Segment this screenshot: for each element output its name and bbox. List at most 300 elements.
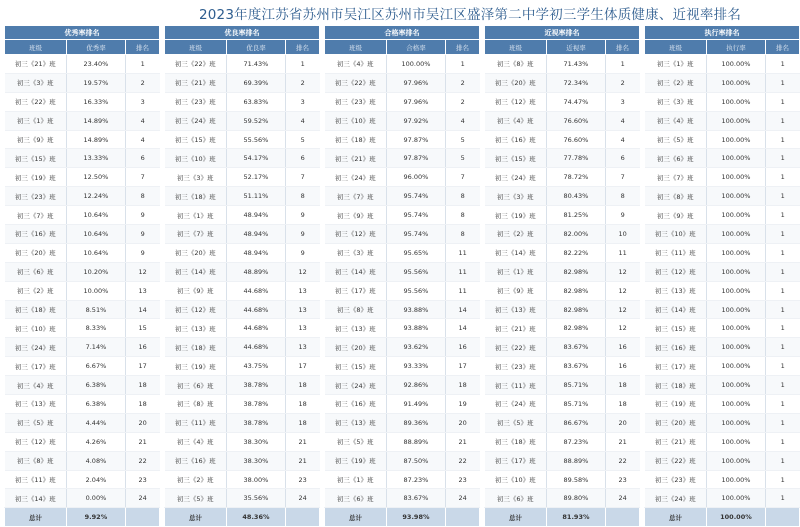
rank-cell: 20	[605, 413, 639, 432]
total-label: 总计	[5, 508, 67, 527]
rank-cell: 4	[125, 111, 159, 130]
table-row	[485, 92, 640, 111]
table-row	[485, 262, 640, 281]
table-row	[645, 243, 800, 262]
rate-cell: 7.14%	[67, 338, 126, 357]
rank-cell: 4	[285, 111, 319, 130]
class-cell: 初三《11》班	[165, 413, 227, 432]
rate-cell: 44.68%	[227, 300, 286, 319]
class-cell: 初三《8》班	[485, 55, 547, 74]
rank-cell: 4	[605, 130, 639, 149]
rate-cell: 8.51%	[67, 300, 126, 319]
rate-cell: 93.62%	[387, 338, 446, 357]
table-row	[5, 338, 160, 357]
table-row	[645, 149, 800, 168]
rank-cell: 2	[125, 73, 159, 92]
class-cell: 初三《1》班	[485, 262, 547, 281]
table-row	[165, 281, 320, 300]
rank-cell: 22	[605, 451, 639, 470]
class-cell: 初三《1》班	[5, 111, 67, 130]
rate-cell: 95.74%	[387, 206, 446, 225]
class-cell: 初三《10》班	[485, 470, 547, 489]
rank-cell: 12	[125, 262, 159, 281]
rate-cell: 88.89%	[387, 432, 446, 451]
table-row	[5, 168, 160, 187]
rate-cell: 23.40%	[67, 55, 126, 74]
class-cell: 初三《19》班	[325, 451, 387, 470]
rate-cell: 100.00%	[707, 73, 766, 92]
rank-cell: 22	[445, 451, 479, 470]
table-row	[325, 149, 480, 168]
rate-cell: 52.17%	[227, 168, 286, 187]
class-cell: 初三《24》班	[325, 168, 387, 187]
rank-cell: 9	[285, 243, 319, 262]
table-row	[485, 187, 640, 206]
rank-cell: 18	[285, 395, 319, 414]
rank-cell: 1	[765, 149, 799, 168]
rank-cell: 1	[765, 73, 799, 92]
class-cell: 初三《17》班	[5, 357, 67, 376]
table-row	[325, 92, 480, 111]
class-cell: 初三《15》班	[325, 357, 387, 376]
table-row	[165, 225, 320, 244]
table-row	[645, 338, 800, 357]
table-row	[5, 130, 160, 149]
rank-cell: 20	[445, 413, 479, 432]
class-cell: 初三《7》班	[645, 168, 707, 187]
class-cell: 初三《18》班	[165, 187, 227, 206]
class-cell: 初三《18》班	[165, 338, 227, 357]
rank-cell: 8	[285, 187, 319, 206]
class-cell: 初三《9》班	[325, 206, 387, 225]
class-cell: 初三《16》班	[645, 338, 707, 357]
table-row	[5, 357, 160, 376]
class-cell: 初三《3》班	[485, 187, 547, 206]
rate-cell: 100.00%	[707, 55, 766, 74]
class-cell: 初三《6》班	[165, 376, 227, 395]
rate-cell: 44.68%	[227, 281, 286, 300]
class-cell: 初三《23》班	[645, 470, 707, 489]
column-header-class: 班级	[325, 40, 387, 55]
table-row	[485, 206, 640, 225]
rate-cell: 93.88%	[387, 319, 446, 338]
rate-cell: 93.88%	[387, 300, 446, 319]
rate-cell: 82.00%	[547, 225, 606, 244]
column-header-class: 班级	[5, 40, 67, 55]
table-row	[5, 111, 160, 130]
rate-cell: 82.98%	[547, 281, 606, 300]
table-row	[165, 413, 320, 432]
rate-cell: 48.94%	[227, 243, 286, 262]
class-cell: 初三《2》班	[645, 73, 707, 92]
table-row	[325, 395, 480, 414]
class-cell: 初三《5》班	[645, 130, 707, 149]
table-row	[485, 413, 640, 432]
rate-cell: 85.71%	[547, 395, 606, 414]
rank-cell: 14	[445, 300, 479, 319]
rate-cell: 71.43%	[547, 55, 606, 74]
class-cell: 初三《2》班	[5, 281, 67, 300]
table-row	[5, 243, 160, 262]
table-row	[645, 281, 800, 300]
rank-cell: 1	[765, 432, 799, 451]
class-cell: 初三《7》班	[325, 187, 387, 206]
class-cell: 初三《17》班	[325, 281, 387, 300]
class-cell: 初三《21》班	[325, 149, 387, 168]
rank-cell: 1	[765, 281, 799, 300]
rank-cell: 9	[285, 206, 319, 225]
table-row	[485, 300, 640, 319]
rank-cell: 18	[285, 376, 319, 395]
table-row	[325, 451, 480, 470]
rate-cell: 80.43%	[547, 187, 606, 206]
table-row	[645, 357, 800, 376]
class-cell: 初三《3》班	[645, 92, 707, 111]
class-cell: 初三《1》班	[645, 55, 707, 74]
rank-cell: 1	[765, 489, 799, 508]
class-cell: 初三《5》班	[485, 413, 547, 432]
rate-cell: 88.89%	[547, 451, 606, 470]
rank-cell: 23	[125, 470, 159, 489]
rate-cell: 10.64%	[67, 206, 126, 225]
table-row	[165, 376, 320, 395]
rate-cell: 6.38%	[67, 376, 126, 395]
class-cell: 初三《5》班	[325, 432, 387, 451]
rank-cell: 20	[125, 413, 159, 432]
table-row	[485, 55, 640, 74]
column-header-rank: 排名	[605, 40, 639, 55]
rank-cell: 4	[445, 111, 479, 130]
rank-cell: 12	[605, 281, 639, 300]
table-row	[645, 376, 800, 395]
rank-cell: 8	[445, 225, 479, 244]
rank-cell: 7	[605, 168, 639, 187]
class-cell: 初三《14》班	[5, 489, 67, 508]
class-cell: 初三《22》班	[485, 338, 547, 357]
total-label: 总计	[325, 508, 387, 527]
class-cell: 初三《9》班	[645, 206, 707, 225]
total-value: 93.98%	[387, 508, 446, 527]
table-row	[5, 55, 160, 74]
rank-cell: 3	[125, 92, 159, 111]
table-row	[645, 55, 800, 74]
column-header-rank: 排名	[285, 40, 319, 55]
class-cell: 初三《5》班	[5, 413, 67, 432]
rank-cell: 6	[605, 149, 639, 168]
rate-cell: 54.17%	[227, 149, 286, 168]
rate-cell: 100.00%	[707, 262, 766, 281]
table-row	[325, 413, 480, 432]
ranking-table	[484, 25, 640, 527]
rate-cell: 82.98%	[547, 319, 606, 338]
table-row	[485, 149, 640, 168]
rate-cell: 82.98%	[547, 300, 606, 319]
table-row	[325, 243, 480, 262]
class-cell: 初三《21》班	[645, 432, 707, 451]
class-cell: 初三《6》班	[645, 149, 707, 168]
table-row	[5, 395, 160, 414]
rank-cell: 16	[445, 338, 479, 357]
total-rank-empty	[765, 508, 799, 527]
class-cell: 初三《13》班	[325, 319, 387, 338]
rate-cell: 100.00%	[707, 470, 766, 489]
excellent-rate-panel	[4, 25, 160, 522]
rate-cell: 100.00%	[707, 432, 766, 451]
pass-rate-panel	[324, 25, 480, 522]
rank-cell: 1	[445, 55, 479, 74]
table-row	[165, 395, 320, 414]
rank-cell: 9	[285, 225, 319, 244]
rank-cell: 8	[605, 187, 639, 206]
rate-cell: 78.72%	[547, 168, 606, 187]
rank-cell: 24	[125, 489, 159, 508]
class-cell: 初三《6》班	[485, 489, 547, 508]
rank-cell: 13	[285, 281, 319, 300]
table-row	[5, 319, 160, 338]
table-row	[165, 300, 320, 319]
class-cell: 初三《14》班	[325, 262, 387, 281]
rank-cell: 1	[765, 300, 799, 319]
rate-cell: 38.78%	[227, 413, 286, 432]
rate-cell: 100.00%	[387, 55, 446, 74]
rank-cell: 12	[285, 262, 319, 281]
rate-cell: 10.64%	[67, 243, 126, 262]
class-cell: 初三《1》班	[325, 470, 387, 489]
class-cell: 初三《11》班	[485, 376, 547, 395]
class-cell: 初三《13》班	[485, 300, 547, 319]
table-row	[5, 262, 160, 281]
table-row	[165, 489, 320, 508]
rate-cell: 59.52%	[227, 111, 286, 130]
rate-cell: 100.00%	[707, 206, 766, 225]
rate-cell: 100.00%	[707, 376, 766, 395]
class-cell: 初三《10》班	[645, 225, 707, 244]
rate-cell: 82.22%	[547, 243, 606, 262]
rate-cell: 100.00%	[707, 243, 766, 262]
rate-cell: 91.49%	[387, 395, 446, 414]
table-row	[5, 187, 160, 206]
rank-cell: 11	[605, 243, 639, 262]
rank-cell: 1	[765, 376, 799, 395]
class-cell: 初三《10》班	[5, 319, 67, 338]
rate-cell: 38.78%	[227, 376, 286, 395]
class-cell: 初三《3》班	[5, 73, 67, 92]
table-row	[485, 451, 640, 470]
good-rate-panel	[164, 25, 320, 522]
table-row	[5, 206, 160, 225]
rate-cell: 100.00%	[707, 130, 766, 149]
class-cell: 初三《24》班	[645, 489, 707, 508]
class-cell: 初三《8》班	[165, 395, 227, 414]
table-row	[645, 395, 800, 414]
rank-cell: 3	[605, 92, 639, 111]
class-cell: 初三《24》班	[165, 111, 227, 130]
table-row	[325, 168, 480, 187]
rank-cell: 14	[445, 319, 479, 338]
class-cell: 初三《12》班	[485, 92, 547, 111]
total-rank-empty	[445, 508, 479, 527]
table-row	[485, 338, 640, 357]
total-label: 总计	[165, 508, 227, 527]
rate-cell: 48.89%	[227, 262, 286, 281]
rank-cell: 12	[605, 262, 639, 281]
table-row	[645, 187, 800, 206]
rate-cell: 97.92%	[387, 111, 446, 130]
total-row	[645, 508, 800, 527]
class-cell: 初三《19》班	[5, 168, 67, 187]
rate-cell: 100.00%	[707, 281, 766, 300]
rate-cell: 12.24%	[67, 187, 126, 206]
rank-cell: 1	[605, 55, 639, 74]
rate-cell: 87.23%	[387, 470, 446, 489]
rate-cell: 16.33%	[67, 92, 126, 111]
table-heading: 优良率排名	[165, 26, 320, 40]
rank-cell: 24	[285, 489, 319, 508]
table-row	[485, 73, 640, 92]
rank-cell: 9	[125, 243, 159, 262]
rate-cell: 2.04%	[67, 470, 126, 489]
table-row	[325, 281, 480, 300]
rank-cell: 1	[765, 55, 799, 74]
class-cell: 初三《11》班	[645, 243, 707, 262]
class-cell: 初三《19》班	[485, 206, 547, 225]
rank-cell: 13	[285, 300, 319, 319]
class-cell: 初三《20》班	[5, 243, 67, 262]
rank-cell: 12	[605, 300, 639, 319]
rate-cell: 38.30%	[227, 451, 286, 470]
class-cell: 初三《19》班	[165, 357, 227, 376]
class-cell: 初三《1》班	[165, 206, 227, 225]
rank-cell: 16	[125, 338, 159, 357]
rank-cell: 1	[285, 55, 319, 74]
column-header-class: 班级	[485, 40, 547, 55]
class-cell: 初三《18》班	[325, 130, 387, 149]
class-cell: 初三《18》班	[485, 432, 547, 451]
class-cell: 初三《4》班	[485, 111, 547, 130]
rank-cell: 17	[125, 357, 159, 376]
rate-cell: 100.00%	[707, 225, 766, 244]
rank-cell: 4	[125, 130, 159, 149]
table-row	[5, 73, 160, 92]
table-row	[5, 225, 160, 244]
rank-cell: 18	[605, 395, 639, 414]
table-row	[325, 300, 480, 319]
rate-cell: 48.94%	[227, 206, 286, 225]
table-row	[325, 357, 480, 376]
table-row	[5, 281, 160, 300]
rate-cell: 97.87%	[387, 149, 446, 168]
class-cell: 初三《24》班	[325, 376, 387, 395]
table-heading: 执行率排名	[645, 26, 800, 40]
rank-cell: 15	[125, 319, 159, 338]
rank-cell: 3	[285, 92, 319, 111]
table-row	[165, 357, 320, 376]
class-cell: 初三《22》班	[165, 55, 227, 74]
class-cell: 初三《23》班	[325, 92, 387, 111]
rank-cell: 7	[285, 168, 319, 187]
class-cell: 初三《17》班	[485, 451, 547, 470]
rank-cell: 2	[605, 73, 639, 92]
total-rank-empty	[125, 508, 159, 527]
table-row	[165, 187, 320, 206]
class-cell: 初三《13》班	[325, 413, 387, 432]
rank-cell: 18	[125, 395, 159, 414]
table-row	[485, 489, 640, 508]
table-row	[165, 432, 320, 451]
rank-cell: 12	[605, 319, 639, 338]
table-heading: 优秀率排名	[5, 26, 160, 40]
column-header-rank: 排名	[445, 40, 479, 55]
rank-cell: 6	[285, 149, 319, 168]
rate-cell: 4.44%	[67, 413, 126, 432]
table-row	[325, 225, 480, 244]
rank-cell: 7	[445, 168, 479, 187]
rank-cell: 21	[445, 432, 479, 451]
class-cell: 初三《4》班	[325, 55, 387, 74]
rank-cell: 18	[285, 413, 319, 432]
rank-cell: 14	[125, 300, 159, 319]
rate-cell: 97.96%	[387, 73, 446, 92]
rank-cell: 11	[445, 243, 479, 262]
rate-cell: 6.38%	[67, 395, 126, 414]
rate-cell: 19.57%	[67, 73, 126, 92]
class-cell: 初三《23》班	[5, 187, 67, 206]
rank-cell: 1	[765, 111, 799, 130]
table-row	[165, 319, 320, 338]
table-row	[645, 225, 800, 244]
table-row	[325, 111, 480, 130]
class-cell: 初三《9》班	[5, 130, 67, 149]
rate-cell: 4.08%	[67, 451, 126, 470]
rate-cell: 100.00%	[707, 187, 766, 206]
class-cell: 初三《15》班	[645, 319, 707, 338]
class-cell: 初三《12》班	[325, 225, 387, 244]
table-row	[5, 92, 160, 111]
rate-cell: 100.00%	[707, 149, 766, 168]
column-header-rate: 执行率	[707, 40, 766, 55]
class-cell: 初三《20》班	[645, 413, 707, 432]
table-row	[5, 489, 160, 508]
rank-cell: 5	[445, 149, 479, 168]
rank-cell: 22	[125, 451, 159, 470]
total-value: 100.00%	[707, 508, 766, 527]
rate-cell: 48.94%	[227, 225, 286, 244]
ranking-table	[4, 25, 160, 527]
rate-cell: 43.75%	[227, 357, 286, 376]
rank-cell: 7	[125, 168, 159, 187]
class-cell: 初三《10》班	[325, 111, 387, 130]
rank-cell: 23	[445, 470, 479, 489]
class-cell: 初三《23》班	[485, 357, 547, 376]
class-cell: 初三《12》班	[5, 432, 67, 451]
rate-cell: 44.68%	[227, 338, 286, 357]
table-row	[5, 149, 160, 168]
column-header-rate: 合格率	[387, 40, 446, 55]
rate-cell: 14.89%	[67, 130, 126, 149]
ranking-panels	[4, 25, 800, 522]
class-cell: 初三《13》班	[645, 281, 707, 300]
table-row	[645, 130, 800, 149]
class-cell: 初三《13》班	[165, 319, 227, 338]
rate-cell: 100.00%	[707, 300, 766, 319]
table-row	[325, 489, 480, 508]
total-label: 总计	[645, 508, 707, 527]
rate-cell: 83.67%	[547, 357, 606, 376]
myopia-rate-panel	[484, 25, 640, 522]
table-row	[165, 262, 320, 281]
ranking-table	[164, 25, 320, 527]
rate-cell: 12.50%	[67, 168, 126, 187]
